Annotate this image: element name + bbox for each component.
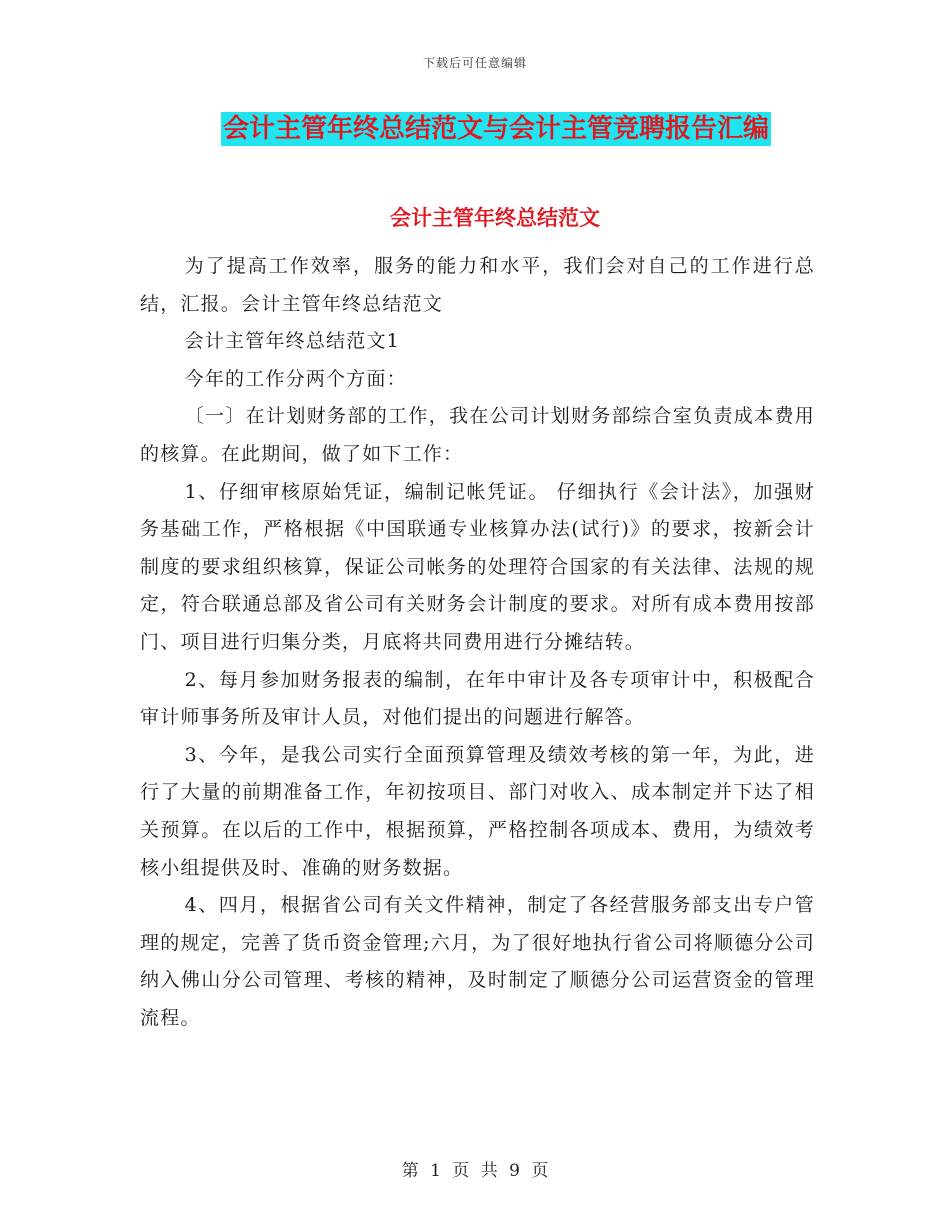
page-number-footer: 第 1 页 共 9 页 [401,1161,549,1181]
paragraph-overview: 今年的工作分两个方面： [184,367,407,390]
page-header-note: 下载后可任意编辑 [422,56,527,70]
document-main-title: 会计主管年终总结范文与会计主管竞聘报告汇编 [222,114,769,144]
paragraph-item-4: 4、四月，根据省公司有关文件精神，制定了各经营服务部支出专户管理的规定，完善了货币资金管理;六月，为了很好地执行省公司将顺德分公司纳入佛山分公司管理、考核的精神，及时制定了顺德分公司运营资金的管理流程。 [140,894,815,1029]
main-title-container [0,112,950,146]
paragraph-subheading: 会计主管年终总结范文1 [184,330,400,353]
paragraph-item-3: 3、今年，是我公司实行全面预算管理及绩效考核的第一年，为此，进行了大量的前期准备工作，年初按项目、部门对收入、成本制定并下达了相关预算。在以后的工作中，根据预算，严格控制各项成本、费用，为绩效考核小组提供及时、准确的财务数据。 [140,743,815,879]
document-body [140,248,815,1037]
paragraph-item-1: 1、仔细审核原始凭证，编制记帐凭证。 仔细执行《会计法》，加强财务基础工作，严格根据《中国联通专业核算办法(试行)》的要求，按新会计制度的要求组织核算，保证公司帐务的处理符合国家的有关法律、法规的规定，符合联通总部及省公司有关财务会计制度的要求。对所有成本费用按部门、项目进行归集分类，月底将共同费用进行分摊结转。 [140,480,815,653]
paragraph-part-one: 〔一〕在计划财务部的工作，我在公司计划财务部综合室负责成本费用的核算。在此期间，做了如下工作： [140,405,815,465]
paragraph-item-2: 2、每月参加财务报表的编制，在年中审计及各专项审计中，积极配合审计师事务所及审计人员，对他们提出的问题进行解答。 [140,668,815,729]
paragraph-intro: 为了提高工作效率，服务的能力和水平，我们会对自己的工作进行总结，汇报。会计主管年终总结范文 [140,255,815,315]
section-title: 会计主管年终总结范文 [390,206,600,230]
